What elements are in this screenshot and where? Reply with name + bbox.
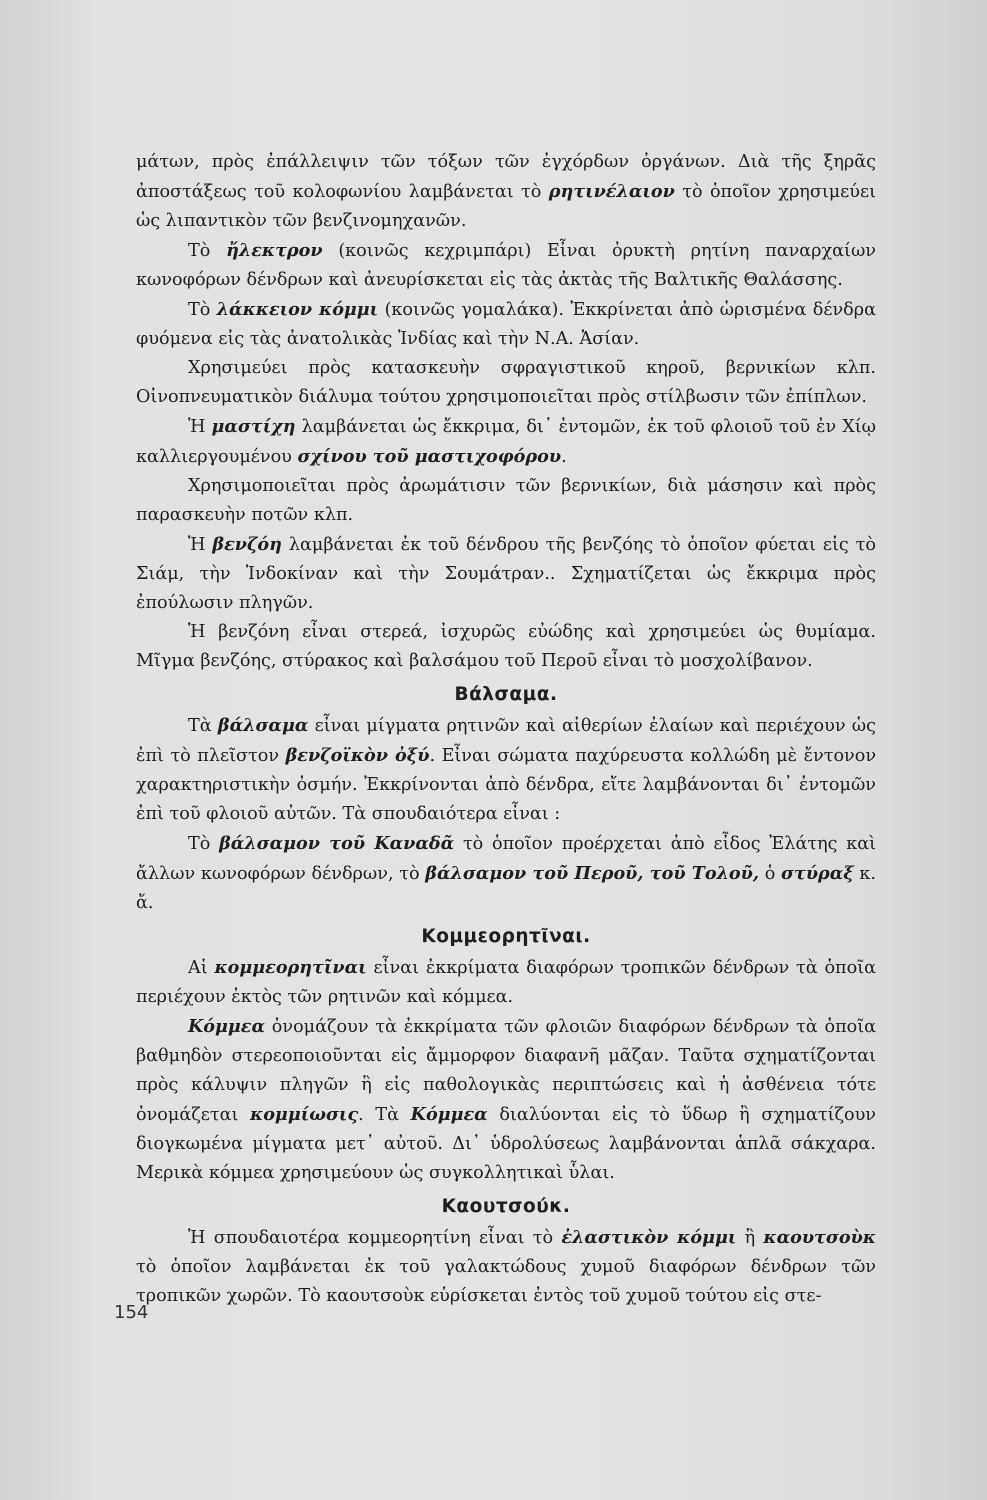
text-run: Ἡ σπουδαιοτέρα κομμεορητίνη εἶναι τὸ: [188, 1228, 562, 1248]
text-run: κ. ἄ.: [136, 864, 876, 913]
text-run: ὁ: [759, 864, 782, 884]
paragraph: [136, 711, 876, 829]
paragraph: [136, 412, 876, 472]
text-run: εἶναι μίγματα ρητινῶν καὶ αἰθερίων ἐλαίων καὶ περιέχουν ὡς ἐπὶ τὸ πλεῖστον: [136, 716, 876, 766]
emphasized-term: βενζοϊκὸν ὀξύ: [285, 745, 430, 766]
text-run: . Τὰ: [358, 1105, 411, 1125]
text-run: εἶναι ἐκκρίματα διαφόρων τροπικῶν δένδρων τὰ ὁποῖα περιέχουν ἐκτὸς τῶν ρητινῶν καὶ κόμμεα.: [136, 958, 876, 1007]
paragraph: [136, 472, 876, 530]
paragraph: [136, 295, 876, 354]
emphasized-term: βάλσαμα: [217, 715, 309, 736]
text-run: διαλύονται εἰς τὸ ὕδωρ ἢ σχηματίζουν διογκωμένα μίγματα μετ᾽ αὐτοῦ. Δι᾽ ὑδρολύσεως λαμβάνονται ἁπλᾶ σάκχαρα. Μερικὰ κόμμεα χρησιμεύουν ὡς συγκολλητικαὶ ὗλαι.: [136, 1105, 876, 1183]
paragraph: [136, 354, 876, 412]
paragraph: [136, 1223, 876, 1311]
paragraph: [136, 953, 876, 1012]
emphasized-term: Κόμμεα: [188, 1016, 266, 1037]
paragraph: [136, 530, 876, 618]
text-run: Χρησιμεύει πρὸς κατασκευὴν σφραγιστικοῦ κηροῦ, βερνικίων κλπ. Οἰνοπνευματικὸν διάλυμα τούτου χρησιμοποιεῖται πρὸς στίλβωσιν τῶν ἐπίπλων.: [136, 358, 876, 407]
text-run: Τὸ: [188, 300, 217, 320]
emphasized-term: βάλσαμον τοῦ Καναδᾶ: [219, 833, 455, 854]
text-run: . Εἶναι σώματα παχύρευστα κολλώδη μὲ ἔντονον χαρακτηριστικὴν ὀσμήν. Ἐκκρίνονται ἀπὸ δένδρα, εἴτε λαμβάνονται δι᾽ ἐντομῶν ἐπὶ τοῦ φλοιοῦ αὐτῶν. Τὰ σπουδαιότερα εἶναι :: [136, 746, 877, 824]
emphasized-term: Κόμμεα: [410, 1104, 488, 1125]
emphasized-term: μαστίχη: [211, 416, 296, 437]
emphasized-term: ἤλεκτρον: [226, 240, 323, 261]
text-run: τὸ ὁποῖον προέρχεται ἀπὸ εἶδος Ἐλάτης καὶ ἄλλων κωνοφόρων δένδρων, τὸ: [136, 834, 876, 884]
section-heading: Βάλσαμα.: [454, 684, 558, 705]
text-run: Ἡ: [188, 535, 213, 555]
text-run: Τὸ: [188, 834, 220, 854]
text-run: τὸ ὁποῖον χρησιμεύει ὡς λιπαντικὸν τῶν βενζινομηχανῶν.: [136, 182, 877, 231]
emphasized-term: στύραξ: [781, 863, 854, 884]
paragraph: [136, 236, 876, 295]
text-run: .: [561, 447, 567, 467]
section-heading: Κομμεορητῖναι.: [421, 926, 591, 947]
body-text: [136, 148, 876, 1311]
paragraph: [136, 148, 876, 236]
text-run: Χρησιμοποιεῖται πρὸς ἀρωμάτισιν τῶν βερνικίων, διὰ μάσησιν καὶ πρὸς παρασκευὴν ποτῶν κλπ.: [136, 476, 876, 525]
text-run: μάτων, πρὸς ἐπάλλειψιν τῶν τόξων τῶν ἐγχόρδων ὀργάνων. Διὰ τῆς ξηρᾶς ἀποστάξεως τοῦ κολοφωνίου λαμβάνεται τὸ: [136, 152, 876, 202]
section-heading: Καουτσούκ.: [441, 1196, 571, 1217]
text-run: λαμβάνεται ἐκ τοῦ δένδρου τῆς βενζόης τὸ ὁποῖον φύεται εἰς τὸ Σιάμ, τὴν Ἰνδοκίναν καὶ τὴν Σουμάτραν.. Σχηματίζεται ὡς ἔκκριμα πρὸς ἐπούλωσιν πληγῶν.: [136, 535, 876, 613]
emphasized-term: ἐλαστικὸν κόμμι: [561, 1227, 737, 1248]
paragraph: [136, 829, 876, 918]
text-run: τὸ ὁποῖον λαμβάνεται ἐκ τοῦ γαλακτώδους χυμοῦ διαφόρων δένδρων τῶν τροπικῶν χωρῶν. Τὸ καουτσοὺκ εὑρίσκεται ἐντὸς τοῦ χυμοῦ τούτου εἰς στε-: [136, 1257, 876, 1306]
emphasized-term: βενζόη: [212, 534, 282, 555]
text-run: Αἱ: [188, 958, 215, 978]
text-run: (κοινῶς κεχριμπάρι) Εἶναι ὀρυκτὴ ρητίνη παναρχαίων κωνοφόρων δένδρων καὶ ἀνευρίσκεται εἰς τὰς ἀκτὰς τῆς Βαλτικῆς Θαλάσσης.: [136, 241, 877, 290]
text-run: Τὸ: [188, 241, 227, 261]
text-run: Ἡ: [188, 417, 212, 437]
text-run: ἢ: [736, 1228, 764, 1248]
emphasized-term: κομμίωσις: [250, 1104, 359, 1125]
emphasized-term: σχίνου τοῦ μαστιχοφόρου: [297, 446, 562, 467]
text-run: (κοινῶς γομαλάκα). Ἐκκρίνεται ἀπὸ ὡρισμένα δένδρα φυόμενα εἰς τὰς ἀνατολικὰς Ἰνδίας καὶ τὴν Ν.Α. Ἀσίαν.: [136, 300, 876, 349]
emphasized-term: λάκκειον κόμμι: [216, 299, 379, 320]
emphasized-term: καουτσοὺκ: [763, 1227, 876, 1248]
emphasized-term: κομμεορητῖναι: [214, 957, 367, 978]
text-run: Τὰ: [188, 716, 218, 736]
paragraph: [136, 1012, 876, 1188]
text-run: λαμβάνεται ὡς ἔκκριμα, δι᾽ ἐντομῶν, ἐκ τοῦ φλοιοῦ τοῦ ἐν Χίῳ καλλιεργουμένου: [136, 417, 876, 467]
text-run: Ἡ βενζόνη εἶναι στερεά, ἰσχυρῶς εὐώδης καὶ χρησιμεύει ὡς θυμίαμα. Μῖγμα βενζόης, στύρακος καὶ βαλσάμου τοῦ Περοῦ εἶναι τὸ μοσχολίβανον.: [136, 622, 876, 671]
emphasized-term: βάλσαμον τοῦ Περοῦ, τοῦ Τολοῦ,: [425, 863, 759, 884]
page-number: 154: [114, 1302, 149, 1323]
paragraph: [136, 618, 876, 676]
text-run: ὀνομάζουν τὰ ἐκκρίματα τῶν φλοιῶν διαφόρων δένδρων τὰ ὁποῖα βαθμηδὸν στερεοποιοῦνται εἰς ἄμμορφον διαφανῆ μᾶζαν. Ταῦτα σχηματίζονται πρὸς κάλυψιν πληγῶν ἢ εἰς παθολογικὰς περιπτώσεις καὶ ἡ ἀσθένεια τότε ὀνομάζεται: [136, 1017, 876, 1125]
emphasized-term: ρητινέλαιον: [548, 181, 675, 202]
